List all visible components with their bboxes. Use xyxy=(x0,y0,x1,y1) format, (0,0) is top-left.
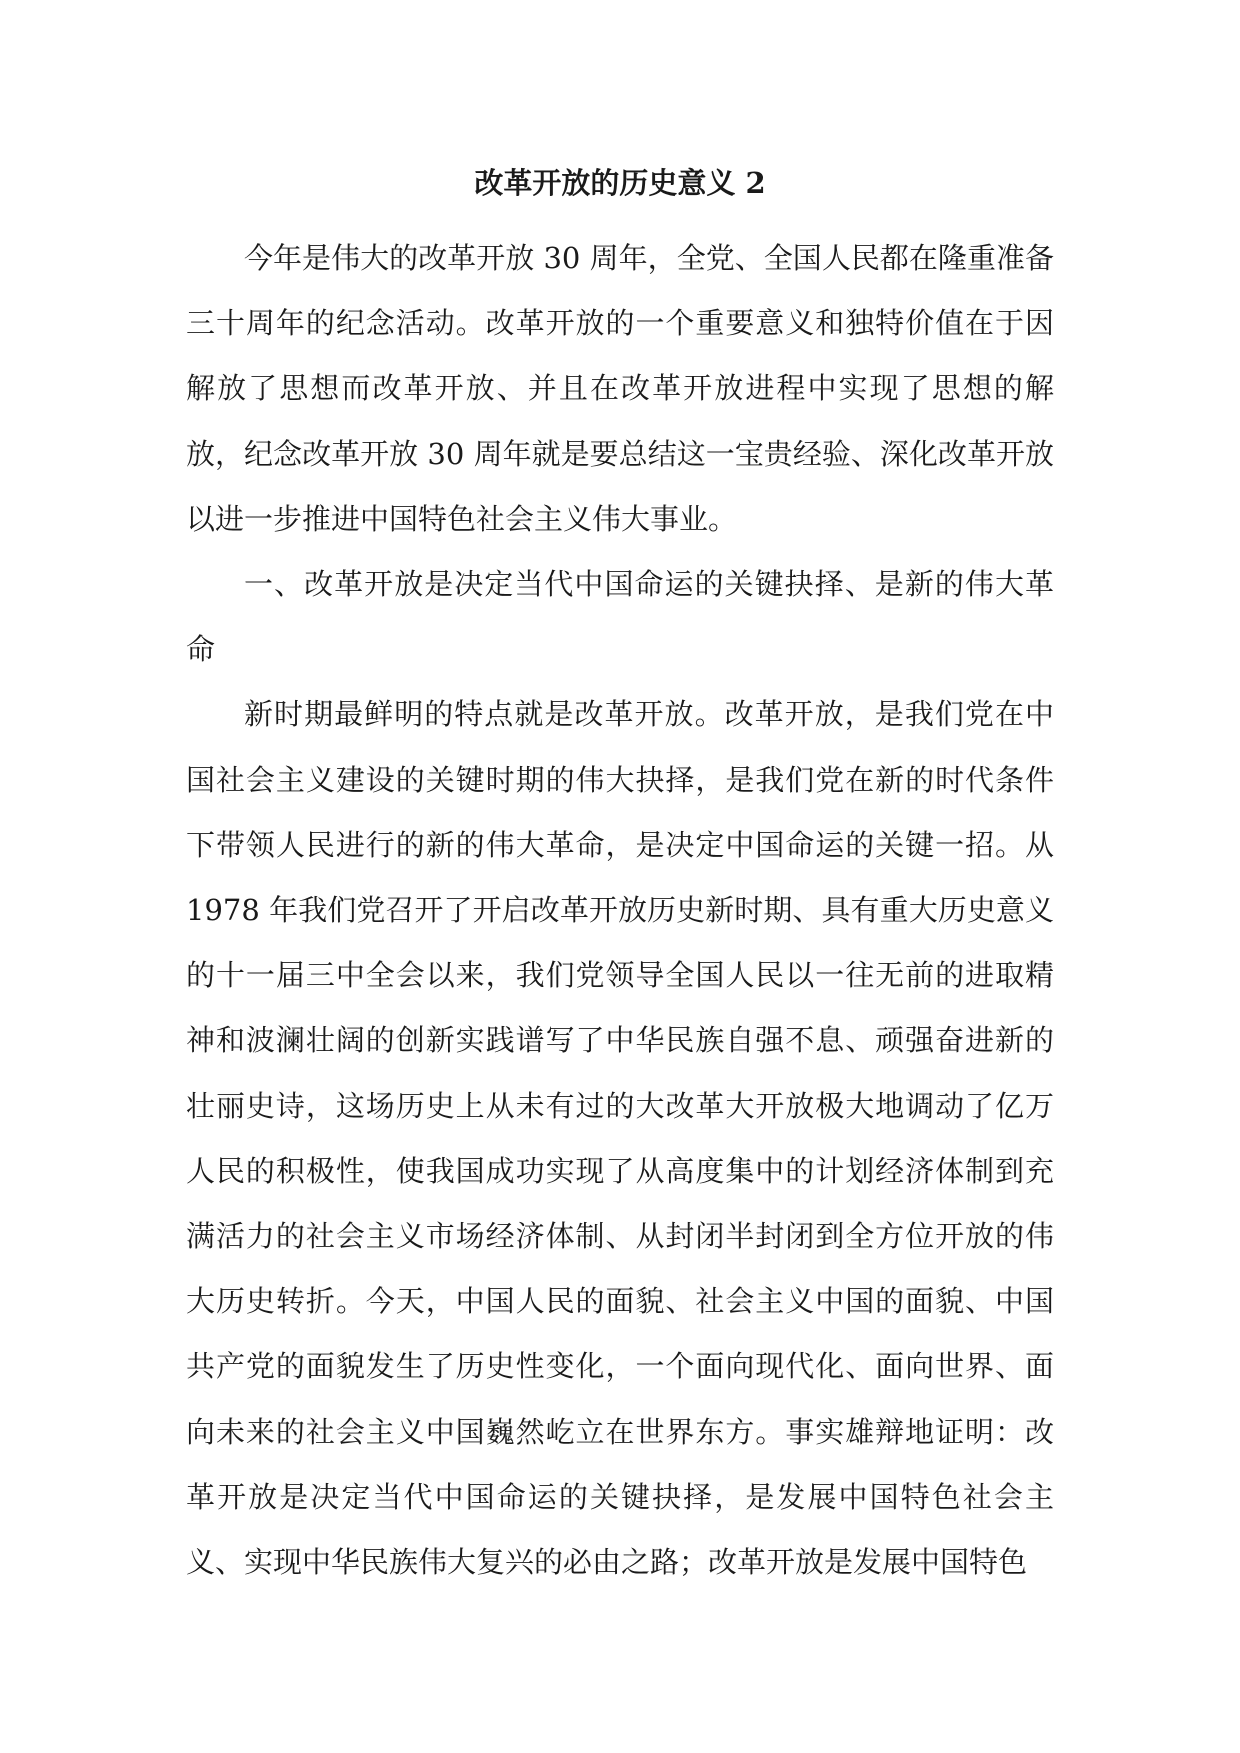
section-heading-1: 一、改革开放是决定当代中国命运的关键抉择、是新的伟大革命 xyxy=(186,567,1054,667)
document-title: 改革开放的历史意义 2 xyxy=(474,166,766,200)
paragraph-section-1: 新时期最鲜明的特点就是改革开放。改革开放，是我们党在中国社会主义建设的关键时期的伟大抉择，是我们党在新的时代条件下带领人民进行的新的伟大革命，是决定中国命运的关键一招。从 1978 年我们党召开了开启改革开放历史新时期、具有重大历史意义的十一届三中全会以来，我们党领导全国人民以一往无前的进取精神和波澜壮阔的创新实践谱写了中华民族自强不息、顽强奋进新的壮丽史诗，这场历史上从未有过的大改革大开放极大地调动了亿万人民的积极性，使我国成功实现了从高度集中的计划经济体制到充满活力的社会主义市场经济体制、从封闭半封闭到全方位开放的伟大历史转折。今天，中国人民的面貌、社会主义中国的面貌、中国共产党的面貌发生了历史性变化，一个面向现代化、面向世界、面向未来的社会主义中国巍然屹立在世界东方。事实雄辩地证明：改革开放是决定当代中国命运的关键抉择，是发展中国特色社会主义、实现中华民族伟大复兴的必由之路；改革开放是发展中国特色 xyxy=(186,697,1054,1580)
document-body xyxy=(186,226,1054,1595)
paragraph-intro: 今年是伟大的改革开放 30 周年，全党、全国人民都在隆重准备三十周年的纪念活动。改革开放的一个重要意义和独特价值在于因解放了思想而改革开放、并且在改革开放进程中实现了思想的解放，纪念改革开放 30 周年就是要总结这一宝贵经验、深化改革开放以进一步推进中国特色社会主义伟大事业。 xyxy=(186,241,1054,536)
